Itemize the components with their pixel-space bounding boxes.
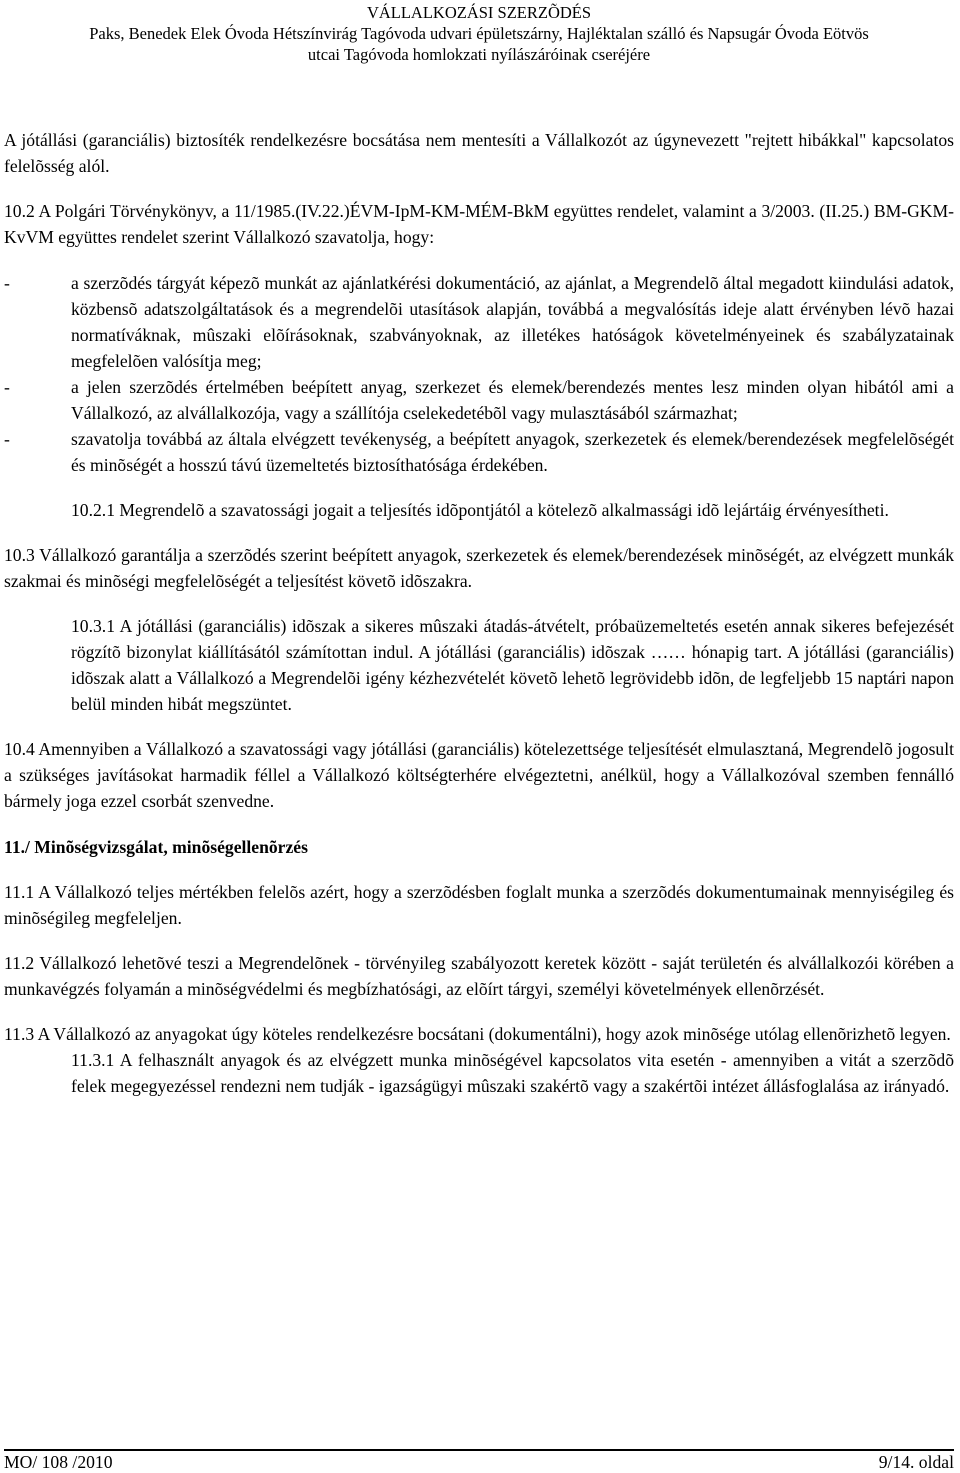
page-number: 9/14. oldal — [878, 1452, 954, 1472]
paragraph-10-4: 10.4 Amennyiben a Vállalkozó a szavatossági vagy jótállási (garanciális) kötelezettsége teljesítését elmulasztaná, Megrendelõ jogosult a szükséges javításokat harmadik féllel a Vállalkozó költségterhére elvégeztetni, anélkül, hogy a Vállalkozóval szemben fennálló bármely joga ezzel csorbát szenvedne. — [4, 739, 954, 811]
bullet-dash: - — [4, 273, 10, 293]
paragraph-10-3-1: 10.3.1 A jótállási (garanciális) idõszak a sikeres mûszaki átadás-átvételt, próbaüzemeltetés esetén annak sikeres befejezését rögzítõ bizonylat kiállításától számítottan indul. A jótállási (garanciális) idõszak …… hónapig tart. A jótállási (garanciális) idõszak alatt a Vállalkozó a Megrendelõi igény kézhezvételét követõ lehetõ legrövidebb idõn, de legfeljebb 15 naptári napon belül minden hibát megszüntet. — [71, 616, 954, 714]
header-subject-line-1: Paks, Benedek Elek Óvoda Hétszínvirág Tagóvoda udvari épületszárny, Hajléktalan szálló és Napsugár Óvoda Eötvös — [89, 24, 869, 43]
bullet-item-text: - a jelen szerzõdés értelmében beépített anyag, szerkezet és elemek/berendezés mentes lesz minden olyan hibától ami a Vállalkozó, az alvállalkozója, vagy a szállítója cselekedetébõl vagy mulasztásából származhat; — [4, 377, 954, 423]
page-header — [4, 0, 954, 65]
paragraph-warranty-note: A jótállási (garanciális) biztosíték rendelkezésre bocsátása nem mentesíti a Vállalkozót az úgynevezett "rejtett hibákkal" kapcsolatos felelõsség alól. — [4, 130, 954, 176]
bullet-item-2 — [4, 374, 954, 426]
bullet-item-1 — [4, 270, 954, 374]
header-subject-line-2: utcai Tagóvoda homlokzati nyílászáróinak cseréjére — [307, 45, 651, 64]
section-heading-11: 11./ Minõségvizsgálat, minõségellenõrzés — [4, 837, 308, 857]
bullet-item-text: - a szerzõdés tárgyát képezõ munkát az ajánlatkérési dokumentáció, az ajánlat, a Megrendelõ által megadott kiindulási adatok, közbensõ adatszolgáltatások és a megrendelõi utasítások alapján, továbbá a megvalósítás ideje alatt érvényben lévõ hazai normatíváknak, mûszaki elõírásoknak, szabványoknak, az illetékes hatóságok követelményeinek és szabályzatainak megfelelõen valósítja meg; — [4, 273, 954, 371]
bullet-dash: - — [4, 429, 10, 449]
paragraph-10-2-1: 10.2.1 Megrendelõ a szavatossági jogait a teljesítés idõpontjától a kötelezõ alkalmassági idõ lejártáig érvényesítheti. — [71, 500, 889, 520]
page-footer — [4, 1449, 954, 1472]
paragraph-11-3-1: 11.3.1 A felhasznált anyagok és az elvégzett munka minõségével kapcsolatos vita esetén - amennyiben a vitát a szerzõdõ felek megegyezéssel rendezni nem tudják - igazságügyi mûszaki szakértõ vagy a szakértõi intézet állásfoglalása az irányadó. — [71, 1050, 954, 1096]
bullet-dash: - — [4, 377, 10, 397]
document-title: VÁLLALKOZÁSI SZERZÕDÉS — [366, 3, 592, 22]
document-number: MO/ 108 /2010 — [4, 1452, 113, 1472]
document-page — [4, 0, 954, 1099]
bullet-item-text: - szavatolja továbbá az általa elvégzett tevékenység, a beépített anyagok, szerkezetek és elemek/berendezések megfelelõségét és minõségét a hosszú távú üzemeltetés biztosíthatósága érdekében. — [4, 429, 954, 475]
paragraph-10-2: 10.2 A Polgári Törvénykönyv, a 11/1985.(IV.22.)ÉVM-IpM-KM-MÉM-BkM együttes rendelet, valamint a 3/2003. (II.25.) BM-GKM-KvVM együttes rendelet szerint Vállalkozó szavatolja, hogy: — [4, 201, 954, 247]
paragraph-11-2: 11.2 Vállalkozó lehetõvé teszi a Megrendelõnek - törvényileg szabályozott keretek között - saját területén és alvállalkozói körében a munkavégzés folyamán a minõségvédelmi és megbízhatósági, az elõírt tárgyi, személyi követelmények ellenõrzését. — [4, 953, 954, 999]
paragraph-11-3: 11.3 A Vállalkozó az anyagokat úgy köteles rendelkezésre bocsátani (dokumentálni), hogy azok minõsége utólag ellenõrizhetõ legyen. — [4, 1024, 951, 1044]
paragraph-10-3: 10.3 Vállalkozó garantálja a szerzõdés szerint beépített anyagok, szerkezetek és elemek/berendezések minõségét, az elvégzett munkák szakmai és minõségi megfelelõségét a teljesítést követõ idõszakra. — [4, 545, 954, 591]
paragraph-11-1: 11.1 A Vállalkozó teljes mértékben felelõs azért, hogy a szerzõdésben foglalt munka a szerzõdés dokumentumainak mennyiségileg és minõségileg megfeleljen. — [4, 882, 954, 928]
bullet-item-3 — [4, 426, 954, 478]
